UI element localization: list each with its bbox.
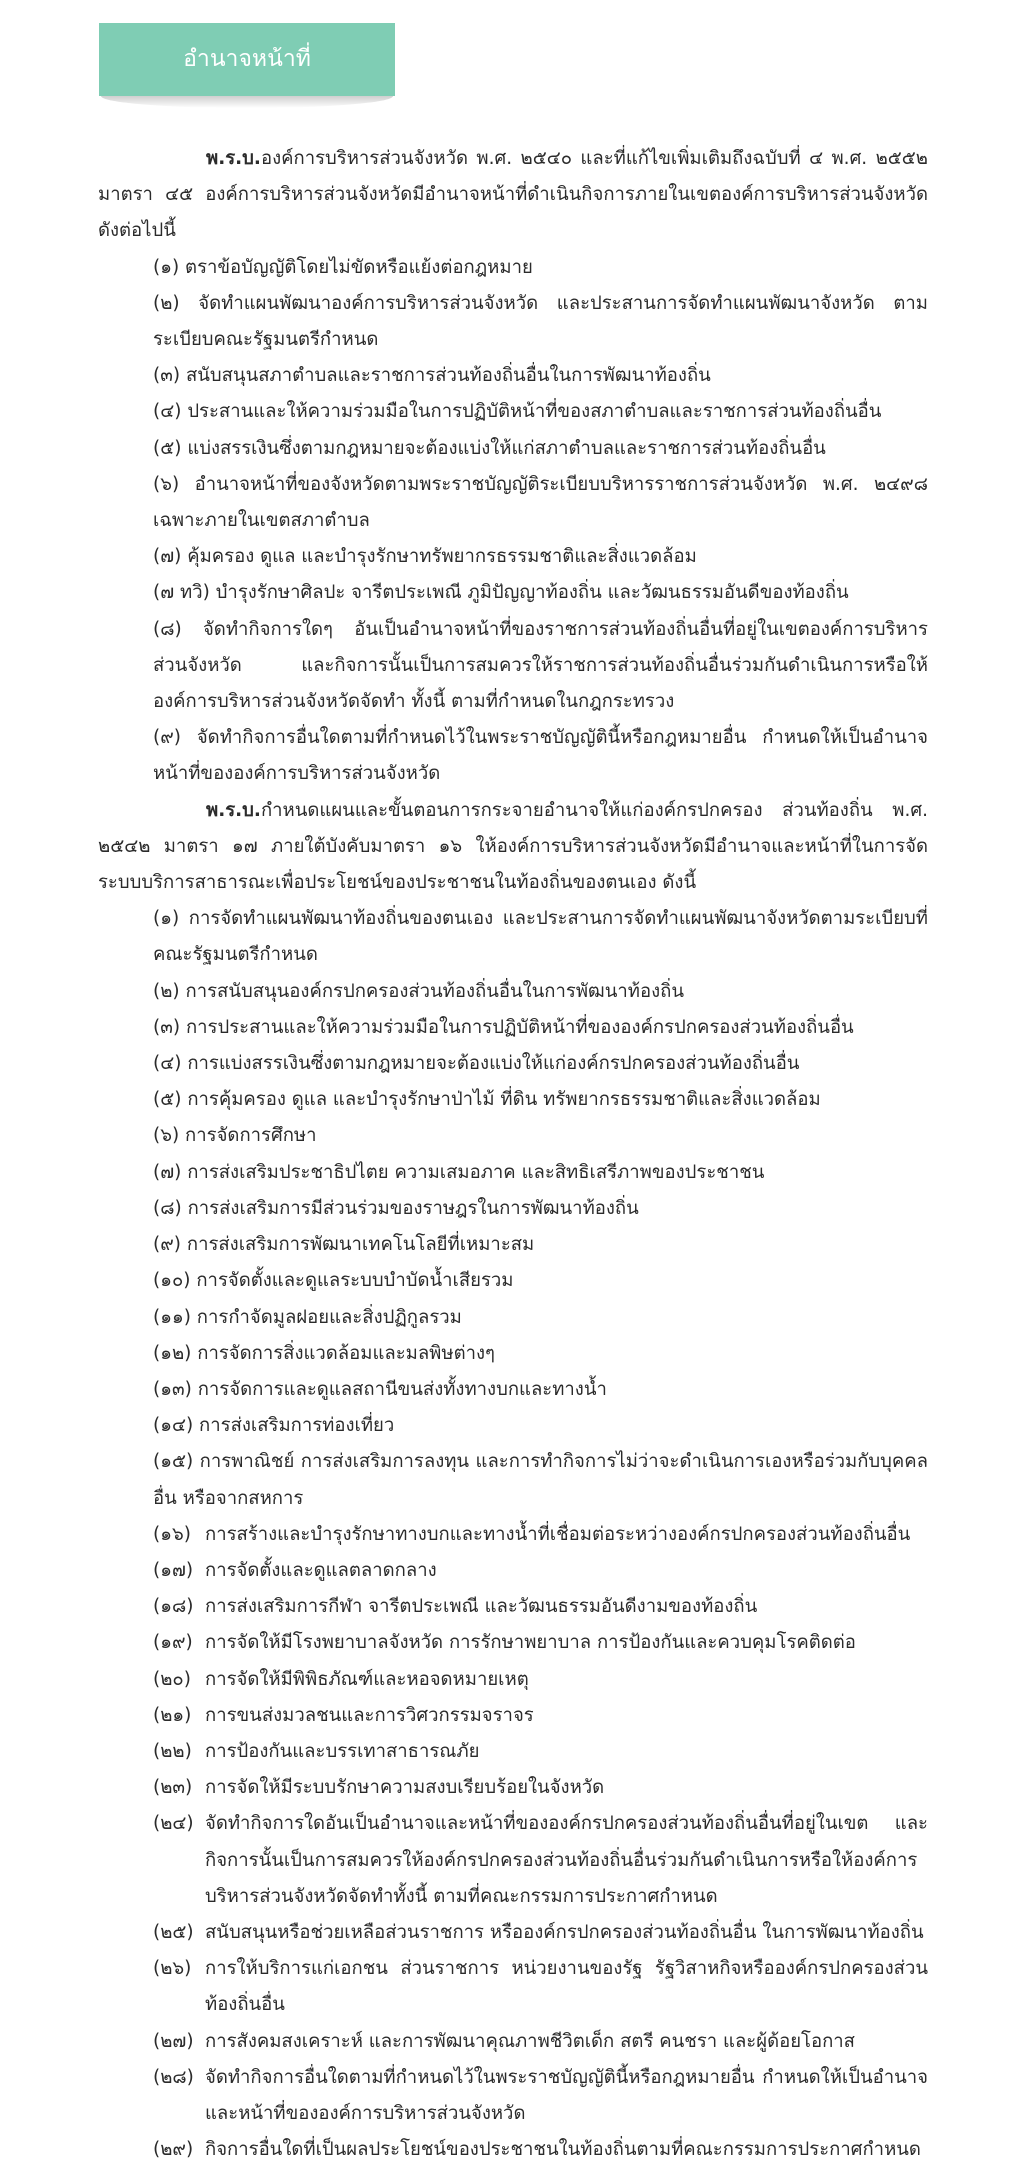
list-item: (๒) การสนับสนุนองค์กรปกครองส่วนท้องถิ่นอื่นในการพัฒนาท้องถิ่น [153, 980, 684, 1002]
list-item [153, 1589, 928, 1625]
list-item: (๑๕) การพาณิชย์ การส่งเสริมการลงทุน และการทำกิจการไม่ว่าจะดำเนินการเองหรือร่วมกับบุคคลอื่น หรือจากสหการ [153, 1451, 928, 1509]
authority-tab-header: อำนาจหน้าที่ [99, 23, 395, 96]
list-item: (๗ ทวิ) บำรุงรักษาศิลปะ จารีตประเพณี ภูมิปัญญาท้องถิ่น และวัฒนธรรมอันดีของท้องถิ่น [153, 582, 849, 604]
list-item: (๑๑) การกำจัดมูลฝอยและสิ่งปฏิกูลรวม [153, 1306, 462, 1328]
list-item-text: การป้องกันและบรรเทาสาธารณภัย [205, 1740, 480, 1762]
list-item-text: การสร้างและบำรุงรักษาทางบกและทางน้ำที่เชื่อมต่อระหว่างองค์กรปกครองส่วนท้องถิ่นอื่น [205, 1523, 911, 1545]
section1-list [98, 250, 928, 793]
list-item: (๑๓) การจัดการและดูแลสถานีขนส่งทั้งทางบกและทางน้ำ [153, 1378, 607, 1400]
list-item: (๔) ประสานและให้ความร่วมมือในการปฏิบัติหน้าที่ของสภาตำบลและราชการส่วนท้องถิ่นอื่น [153, 401, 882, 423]
section2-list [98, 901, 928, 1516]
list-item-number: (๒๑) [153, 1704, 192, 1726]
list-item [153, 2060, 928, 2132]
list-item [153, 1951, 928, 2023]
list-item: (๒) จัดทำแผนพัฒนาองค์การบริหารส่วนจังหวัด และประสานการจัดทำแผนพัฒนาจังหวัด ตามระเบียบคณะรัฐมนตรีกำหนด [153, 292, 928, 351]
list-item [153, 1915, 928, 1951]
list-item [153, 1806, 928, 1915]
tab-shadow [101, 96, 393, 108]
list-item: (๙) การส่งเสริมการพัฒนาเทคโนโลยีที่เหมาะสม [153, 1234, 535, 1256]
section2-intro-text: กำหนดแผนและขั้นตอนการกระจายอำนาจให้แก่องค์กรปกครอง ส่วนท้องถิ่น พ.ศ. ๒๕๔๒ มาตรา ๑๗ ภายใต้บังคับมาตรา ๑๖ ให้องค์การบริหารส่วนจังหวัดมีอำนาจและหน้าที่ในการจัดระบบบริการสาธารณะเพื่อประโยชน์ของประชาชนในท้องถิ่นของตนเอง ดังนี้ [98, 799, 928, 894]
list-item: (๕) การคุ้มครอง ดูแล และบำรุงรักษาป่าไม้ ที่ดิน ทรัพยากรธรรมชาติและสิ่งแวดล้อม [153, 1089, 821, 1111]
list-item-text: การจัดให้มีโรงพยาบาลจังหวัด การรักษาพยาบาล การป้องกันและควบคุมโรคติดต่อ [205, 1632, 856, 1654]
list-item-text: การจัดตั้งและดูแลตลาดกลาง [205, 1559, 437, 1581]
list-item-text: จัดทำกิจการอื่นใดตามที่กำหนดไว้ในพระราชบัญญัตินี้หรือกฎหมายอื่น กำหนดให้เป็นอำนาจและหน้าที่ขององค์การบริหารส่วนจังหวัด [205, 2066, 928, 2124]
list-item-number: (๑๘) [153, 1596, 194, 1618]
list-item: (๕) แบ่งสรรเงินซึ่งตามกฎหมายจะต้องแบ่งให้แก่สภาตำบลและราชการส่วนท้องถิ่นอื่น [153, 437, 826, 459]
list-item-text: การให้บริการแก่เอกชน ส่วนราชการ หน่วยงานของรัฐ รัฐวิสาหกิจหรือองค์กรปกครองส่วนท้องถิ่นอื่น [205, 1958, 928, 2016]
list-item: (๗) คุ้มครอง ดูแล และบำรุงรักษาทรัพยากรธรรมชาติและสิ่งแวดล้อม [153, 546, 697, 568]
list-item-number: (๒๙) [153, 2139, 194, 2161]
list-item: (๖) การจัดการศึกษา [153, 1125, 317, 1147]
section1-intro-text: องค์การบริหารส่วนจังหวัด พ.ศ. ๒๕๔๐ และที่แก้ไขเพิ่มเติมถึงฉบับที่ ๔ พ.ศ. ๒๕๕๒ มาตรา ๔๕ องค์การบริหารส่วนจังหวัดมีอำนาจหน้าที่ดำเนินกิจการภายในเขตองค์การบริหารส่วนจังหวัด ดังต่อไปนี้ [98, 148, 928, 242]
section2-lead: พ.ร.บ. [206, 799, 261, 821]
list-item-number: (๒๘) [153, 2066, 194, 2088]
list-item [153, 1734, 928, 1770]
authority-content [98, 141, 928, 2168]
list-item: (๖) อำนาจหน้าที่ของจังหวัดตามพระราชบัญญัติระเบียบบริหารราชการส่วนจังหวัด พ.ศ. ๒๔๙๘ เฉพาะภายในเขตสภาตำบล [153, 473, 928, 532]
list-item: (๔) การแบ่งสรรเงินซึ่งตามกฎหมายจะต้องแบ่งให้แก่องค์กรปกครองส่วนท้องถิ่นอื่น [153, 1053, 800, 1075]
list-item [153, 2132, 928, 2168]
list-item: (๘) การส่งเสริมการมีส่วนร่วมของราษฎรในการพัฒนาท้องถิ่น [153, 1197, 639, 1219]
list-item: (๗) การส่งเสริมประชาธิปไตย ความเสมอภาค และสิทธิเสรีภาพของประชาชน [153, 1161, 765, 1183]
list-item [153, 1553, 928, 1589]
list-item-number: (๑๙) [153, 1632, 193, 1654]
list-item: (๑๒) การจัดการสิ่งแวดล้อมและมลพิษต่างๆ [153, 1342, 495, 1364]
list-item-text: การขนส่งมวลชนและการวิศวกรรมจราจร [205, 1704, 534, 1726]
list-item-text: จัดทำกิจการใดอันเป็นอำนาจและหน้าที่ขององค์กรปกครองส่วนท้องถิ่นอื่นที่อยู่ในเขต และกิจการนั้นเป็นการสมควรให้องค์กรปกครองส่วนท้องถิ่นอื่นร่วมกันดำเนินการหรือให้องค์การบริหารส่วนจังหวัดจัดทำทั้งนี้ ตามที่คณะกรรมการประกาศกำหนด [205, 1813, 928, 1907]
section2-intro [98, 793, 928, 902]
list-item [153, 1770, 928, 1806]
section2-hanging-list [98, 1517, 928, 2169]
list-item-number: (๒๔) [153, 1813, 194, 1835]
list-item-number: (๒๓) [153, 1777, 193, 1799]
list-item-number: (๒๕) [153, 1921, 194, 1943]
section1-intro [98, 141, 928, 250]
list-item-number: (๒๖) [153, 1958, 192, 1980]
list-item-text: การจัดให้มีพิพิธภัณฑ์และหอจดหมายเหตุ [205, 1668, 529, 1690]
list-item: (๙) จัดทำกิจการอื่นใดตามที่กำหนดไว้ในพระราชบัญญัตินี้หรือกฎหมายอื่น กำหนดให้เป็นอำนาจหน้าที่ขององค์การบริหารส่วนจังหวัด [153, 727, 928, 785]
list-item [153, 2024, 928, 2060]
list-item-text: การจัดให้มีระบบรักษาความสงบเรียบร้อยในจังหวัด [205, 1777, 605, 1799]
list-item: (๑๔) การส่งเสริมการท่องเที่ยว [153, 1415, 395, 1437]
list-item: (๓) การประสานและให้ความร่วมมือในการปฏิบัติหน้าที่ขององค์กรปกครองส่วนท้องถิ่นอื่น [153, 1016, 854, 1038]
section1-lead: พ.ร.บ. [206, 148, 261, 169]
list-item-number: (๑๗) [153, 1559, 194, 1581]
list-item-number: (๒๗) [153, 2030, 194, 2052]
list-item-text: การส่งเสริมการกีฬา จารีตประเพณี และวัฒนธรรมอันดีงามของท้องถิ่น [205, 1596, 758, 1618]
list-item-number: (๒๐) [153, 1668, 191, 1690]
list-item [153, 1698, 928, 1734]
list-item: (๘) จัดทำกิจการใดๆ อันเป็นอำนาจหน้าที่ของราชการส่วนท้องถิ่นอื่นที่อยู่ในเขตองค์การบริหารส่วนจังหวัด และกิจการนั้นเป็นการสมควรให้ราชการส่วนท้องถิ่นอื่นร่วมกันดำเนินการหรือให้องค์การบริหารส่วนจังหวัดจัดทำ ทั้งนี้ ตามที่กำหนดในกฎกระทรวง [153, 618, 928, 713]
list-item-number: (๒๒) [153, 1740, 192, 1762]
list-item: (๓) สนับสนุนสภาตำบลและราชการส่วนท้องถิ่นอื่นในการพัฒนาท้องถิ่น [153, 365, 711, 387]
list-item-text: กิจการอื่นใดที่เป็นผลประโยชน์ของประชาชนในท้องถิ่นตามที่คณะกรรมการประกาศกำหนด [205, 2139, 921, 2161]
list-item: (๑) ตราข้อบัญญัติโดยไม่ขัดหรือแย้งต่อกฎหมาย [153, 256, 533, 278]
list-item: (๑๐) การจัดตั้งและดูแลระบบบำบัดน้ำเสียรวม [153, 1270, 514, 1292]
list-item-text: การสังคมสงเคราะห์ และการพัฒนาคุณภาพชีวิตเด็ก สตรี คนชรา และผู้ด้อยโอกาส [205, 2030, 855, 2052]
list-item [153, 1625, 928, 1661]
list-item-text: สนับสนุนหรือช่วยเหลือส่วนราชการ หรือองค์กรปกครองส่วนท้องถิ่นอื่น ในการพัฒนาท้องถิ่น [205, 1921, 924, 1943]
list-item [153, 1662, 928, 1698]
list-item-number: (๑๖) [153, 1523, 191, 1545]
list-item: (๑) การจัดทำแผนพัฒนาท้องถิ่นของตนเอง และประสานการจัดทำแผนพัฒนาจังหวัดตามระเบียบที่คณะรัฐมนตรีกำหนด [153, 908, 928, 966]
list-item [153, 1517, 928, 1553]
